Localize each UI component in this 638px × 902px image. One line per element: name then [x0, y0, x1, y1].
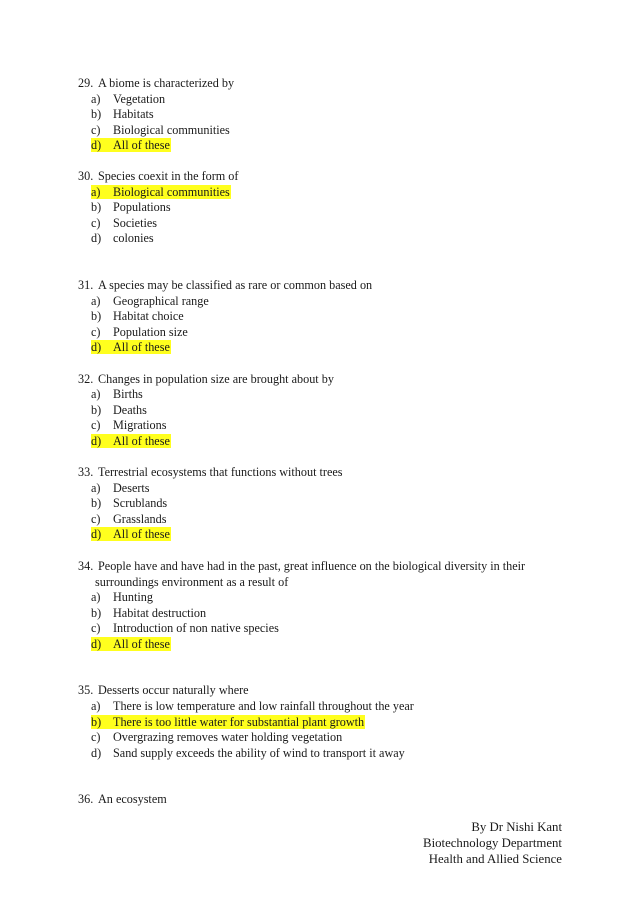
option-30d: d) colonies	[91, 231, 154, 245]
question-text: Changes in population size are brought about by	[98, 372, 334, 386]
option-30a-answer: a) Biological communities	[91, 185, 230, 199]
footer-department: Biotechnology Department	[423, 836, 562, 850]
question-text: An ecosystem	[98, 792, 167, 806]
option-35c: c) Overgrazing removes water holding vegetation	[91, 730, 343, 744]
footer-author: By Dr Nishi Kant	[471, 820, 562, 834]
option-31b: b) Habitat choice	[91, 309, 184, 323]
option-35a: a) There is low temperature and low rainfall throughout the year	[91, 699, 414, 713]
question-text: A biome is characterized by	[98, 76, 235, 90]
question-35: 35. Desserts occur naturally where	[78, 683, 249, 697]
footer-school: Health and Allied Science	[428, 852, 562, 866]
option-29a: a) Vegetation	[91, 92, 166, 106]
option-31d-answer: d) All of these	[91, 340, 170, 354]
question-34-continuation: surroundings environment as a result of	[95, 575, 289, 589]
question-text: Desserts occur naturally where	[98, 683, 249, 697]
question-29: 29. A biome is characterized by	[78, 76, 235, 90]
option-34d-answer: d) All of these	[91, 637, 170, 651]
option-32c: c) Migrations	[91, 418, 167, 432]
option-32b: b) Deaths	[91, 403, 147, 417]
option-29b: b) Habitats	[91, 107, 154, 121]
option-33a: a) Deserts	[91, 481, 150, 495]
question-text: Species coexit in the form of	[98, 169, 239, 183]
question-30: 30. Species coexit in the form of	[78, 169, 239, 183]
question-31: 31. A species may be classified as rare or common based on	[78, 278, 373, 292]
option-34b: b) Habitat destruction	[91, 606, 207, 620]
question-32: 32. Changes in population size are brought about by	[78, 372, 334, 386]
option-32d-answer: d) All of these	[91, 434, 170, 448]
option-31a: a) Geographical range	[91, 294, 209, 308]
option-33d-answer: d) All of these	[91, 527, 170, 541]
option-32a: a) Births	[91, 387, 143, 401]
option-34c: c) Introduction of non native species	[91, 621, 279, 635]
option-29d-answer: d) All of these	[91, 138, 170, 152]
question-34: 34. People have and have had in the past, great influence on the biological diversity in their	[78, 559, 526, 573]
question-33: 33. Terrestrial ecosystems that functions without trees	[78, 465, 343, 479]
option-33c: c) Grasslands	[91, 512, 167, 526]
option-30c: c) Societies	[91, 216, 158, 230]
question-text: A species may be classified as rare or common based on	[98, 278, 373, 292]
option-35b-answer: b) There is too little water for substantial plant growth	[91, 715, 365, 729]
option-33b: b) Scrublands	[91, 496, 168, 510]
option-29c: c) Biological communities	[91, 123, 230, 137]
question-text: People have and have had in the past, great influence on the biological diversity in their	[98, 559, 526, 573]
option-30b: b) Populations	[91, 200, 171, 214]
option-31c: c) Population size	[91, 325, 188, 339]
option-35d: d) Sand supply exceeds the ability of wind to transport it away	[91, 746, 405, 760]
question-text: Terrestrial ecosystems that functions without trees	[98, 465, 343, 479]
option-34a: a) Hunting	[91, 590, 153, 604]
question-36: 36. An ecosystem	[78, 792, 167, 806]
